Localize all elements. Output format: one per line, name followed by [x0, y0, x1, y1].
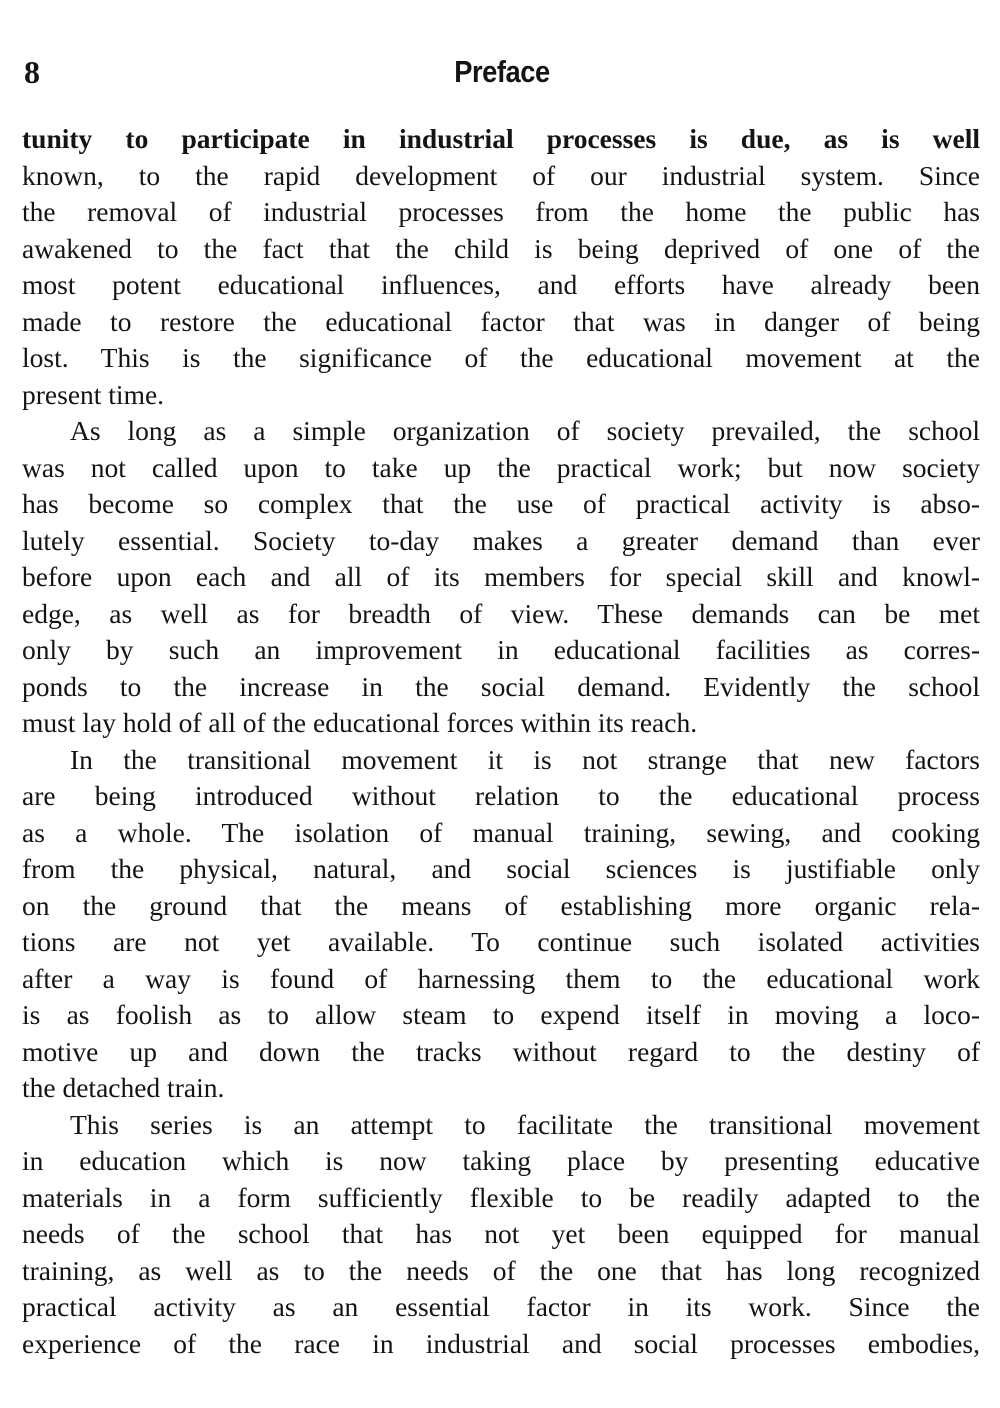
text-line: tions are not yet available. To continue such isolated activities: [22, 926, 980, 957]
text-line: made to restore the educational factor that was in danger of being: [22, 305, 980, 337]
text-line: the detached train.: [22, 1072, 225, 1103]
page-number: 8: [24, 54, 40, 90]
text-line: awakened to the fact that the child is being deprived of one of the: [22, 232, 980, 264]
paragraph-1: [22, 121, 980, 413]
text-line: edge, as well as for breadth of view. These demands can be met: [22, 597, 980, 629]
text-line: As long as a simple organization of society prevailed, the school: [70, 415, 980, 446]
text-line: ponds to the increase in the social demand. Evidently the school: [22, 670, 980, 702]
page-header: [22, 50, 982, 94]
text-line: as a whole. The isolation of manual training, sewing, and cooking: [22, 816, 980, 848]
text-line: tunity to participate in industrial processes is due, as is well: [22, 123, 980, 154]
text-line: present time.: [22, 378, 165, 410]
running-title: Preface: [454, 54, 550, 89]
text-line: on the ground that the means of establishing more organic rela-: [22, 889, 980, 921]
text-line: after a way is found of harnessing them to the educational work: [22, 962, 980, 994]
text-line: practical activity as an essential factor in its work. Since the: [22, 1291, 980, 1322]
text-line: In the transitional movement it is not strange that new factors: [70, 743, 980, 775]
text-line: materials in a form sufficiently flexible to be readily adapted to the: [22, 1181, 980, 1213]
text-line: must lay hold of all of the educational forces within its reach.: [22, 707, 698, 738]
text-line: experience of the race in industrial and social processes embodies,: [22, 1327, 980, 1359]
paragraph-3: [22, 742, 980, 1107]
text-line: lutely essential. Society to-day makes a greater demand than ever: [22, 524, 980, 556]
text-line: the removal of industrial processes from the home the public has: [22, 196, 980, 227]
text-line: in education which is now taking place by presenting educative: [22, 1145, 980, 1176]
text-line: known, to the rapid development of our industrial system. Since: [22, 159, 980, 191]
text-line: needs of the school that has not yet been equipped for manual: [22, 1218, 980, 1249]
body-text: [22, 121, 980, 1362]
text-line: from the physical, natural, and social sciences is justifiable only: [22, 853, 980, 884]
paragraph-2: [22, 413, 980, 742]
text-line: training, as well as to the needs of the one that has long recognized: [22, 1254, 980, 1286]
text-line: was not called upon to take up the practical work; but now society: [22, 451, 980, 483]
text-line: lost. This is the significance of the educational movement at the: [22, 342, 980, 373]
text-line: has become so complex that the use of practical activity is abso-: [22, 488, 980, 519]
text-line: most potent educational influences, and efforts have already been: [22, 269, 980, 300]
text-line: are being introduced without relation to the educational process: [22, 780, 980, 811]
text-line: before upon each and all of its members for special skill and knowl-: [22, 561, 980, 592]
paragraph-4: [22, 1107, 980, 1363]
text-line: motive up and down the tracks without regard to the destiny of: [22, 1035, 980, 1067]
text-line: This series is an attempt to facilitate the transitional movement: [70, 1108, 980, 1140]
text-line: only by such an improvement in educational facilities as corres-: [22, 634, 980, 665]
text-line: is as foolish as to allow steam to expend itself in moving a loco-: [22, 999, 980, 1030]
